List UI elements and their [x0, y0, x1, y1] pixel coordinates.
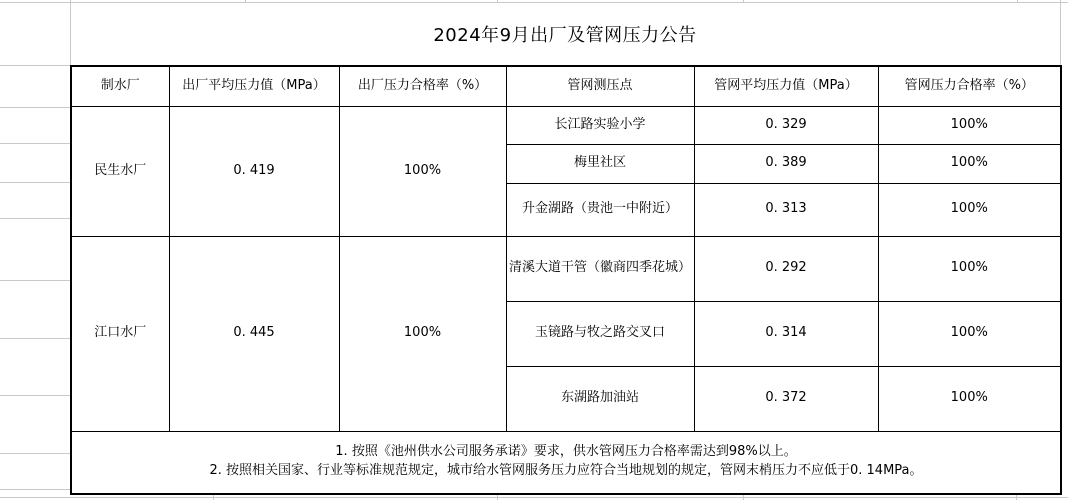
cell-point-name: 清溪大道干管（徽商四季花城） — [506, 236, 694, 301]
gridline-margin-row — [0, 107, 70, 108]
cell-point-name: 升金湖路（贵池一中附近） — [506, 183, 694, 236]
note-line-2: 2. 按照相关国家、行业等标准规范规定，城市给水管网服务压力应符合当地规划的规定，管网末梢压力不应低于0. 14MPa。 — [209, 463, 923, 479]
cell-point-pass-rate: 100% — [878, 183, 1061, 236]
header-point: 管网测压点 — [506, 66, 694, 106]
gridline-margin-row — [0, 280, 70, 281]
cell-point-avg-pressure: 0. 389 — [694, 144, 878, 183]
cell-point-name: 东湖路加油站 — [506, 366, 694, 431]
gridline-margin-row — [0, 338, 70, 339]
header-row — [71, 66, 1061, 106]
cell-plant-name: 江口水厂 — [71, 236, 169, 431]
gridline-margin-row — [0, 65, 70, 66]
header-point-pass-rate: 管网压力合格率（%） — [878, 66, 1061, 106]
cell-point-pass-rate: 100% — [878, 301, 1061, 366]
gridline-bottom — [0, 497, 1068, 498]
gridline-margin-row — [0, 489, 70, 490]
cell-plant-pass-rate: 100% — [339, 106, 506, 236]
notes-cell — [71, 431, 1061, 494]
cell-point-avg-pressure: 0. 292 — [694, 236, 878, 301]
header-plant-pass-rate: 出厂压力合格率（%） — [339, 66, 506, 106]
cell-point-name: 玉镜路与牧之路交叉口 — [506, 301, 694, 366]
cell-point-pass-rate: 100% — [878, 106, 1061, 144]
pressure-table — [70, 65, 1062, 495]
table-row — [71, 236, 1061, 301]
cell-plant-pass-rate: 100% — [339, 236, 506, 431]
cell-point-avg-pressure: 0. 314 — [694, 301, 878, 366]
header-plant-avg-pressure: 出厂平均压力值（MPa） — [169, 66, 339, 106]
gridline-margin-row — [0, 182, 70, 183]
gridline-margin-col — [1060, 0, 1061, 65]
note-line-1: 1. 按照《池州供水公司服务承诺》要求，供水管网压力合格率需达到98%以上。 — [335, 444, 797, 460]
gridline-margin-row — [0, 218, 70, 219]
cell-point-pass-rate: 100% — [878, 366, 1061, 431]
cell-point-avg-pressure: 0. 329 — [694, 106, 878, 144]
cell-point-name: 长江路实验小学 — [506, 106, 694, 144]
cell-point-pass-rate: 100% — [878, 236, 1061, 301]
cell-point-name: 梅里社区 — [506, 144, 694, 183]
table-row — [71, 106, 1061, 144]
cell-point-avg-pressure: 0. 372 — [694, 366, 878, 431]
cell-plant-name: 民生水厂 — [71, 106, 169, 236]
header-plant: 制水厂 — [71, 66, 169, 106]
gridline-margin-row — [0, 143, 70, 144]
notes-row — [71, 431, 1061, 494]
announcement-title: 2024年9月出厂及管网压力公告 — [433, 24, 697, 46]
gridline-margin-row — [0, 453, 70, 454]
gridline-margin-row — [0, 395, 70, 396]
cell-plant-avg-pressure: 0. 419 — [169, 106, 339, 236]
cell-point-pass-rate: 100% — [878, 144, 1061, 183]
header-point-avg-pressure: 管网平均压力值（MPa） — [694, 66, 878, 106]
cell-plant-avg-pressure: 0. 445 — [169, 236, 339, 431]
cell-point-avg-pressure: 0. 313 — [694, 183, 878, 236]
